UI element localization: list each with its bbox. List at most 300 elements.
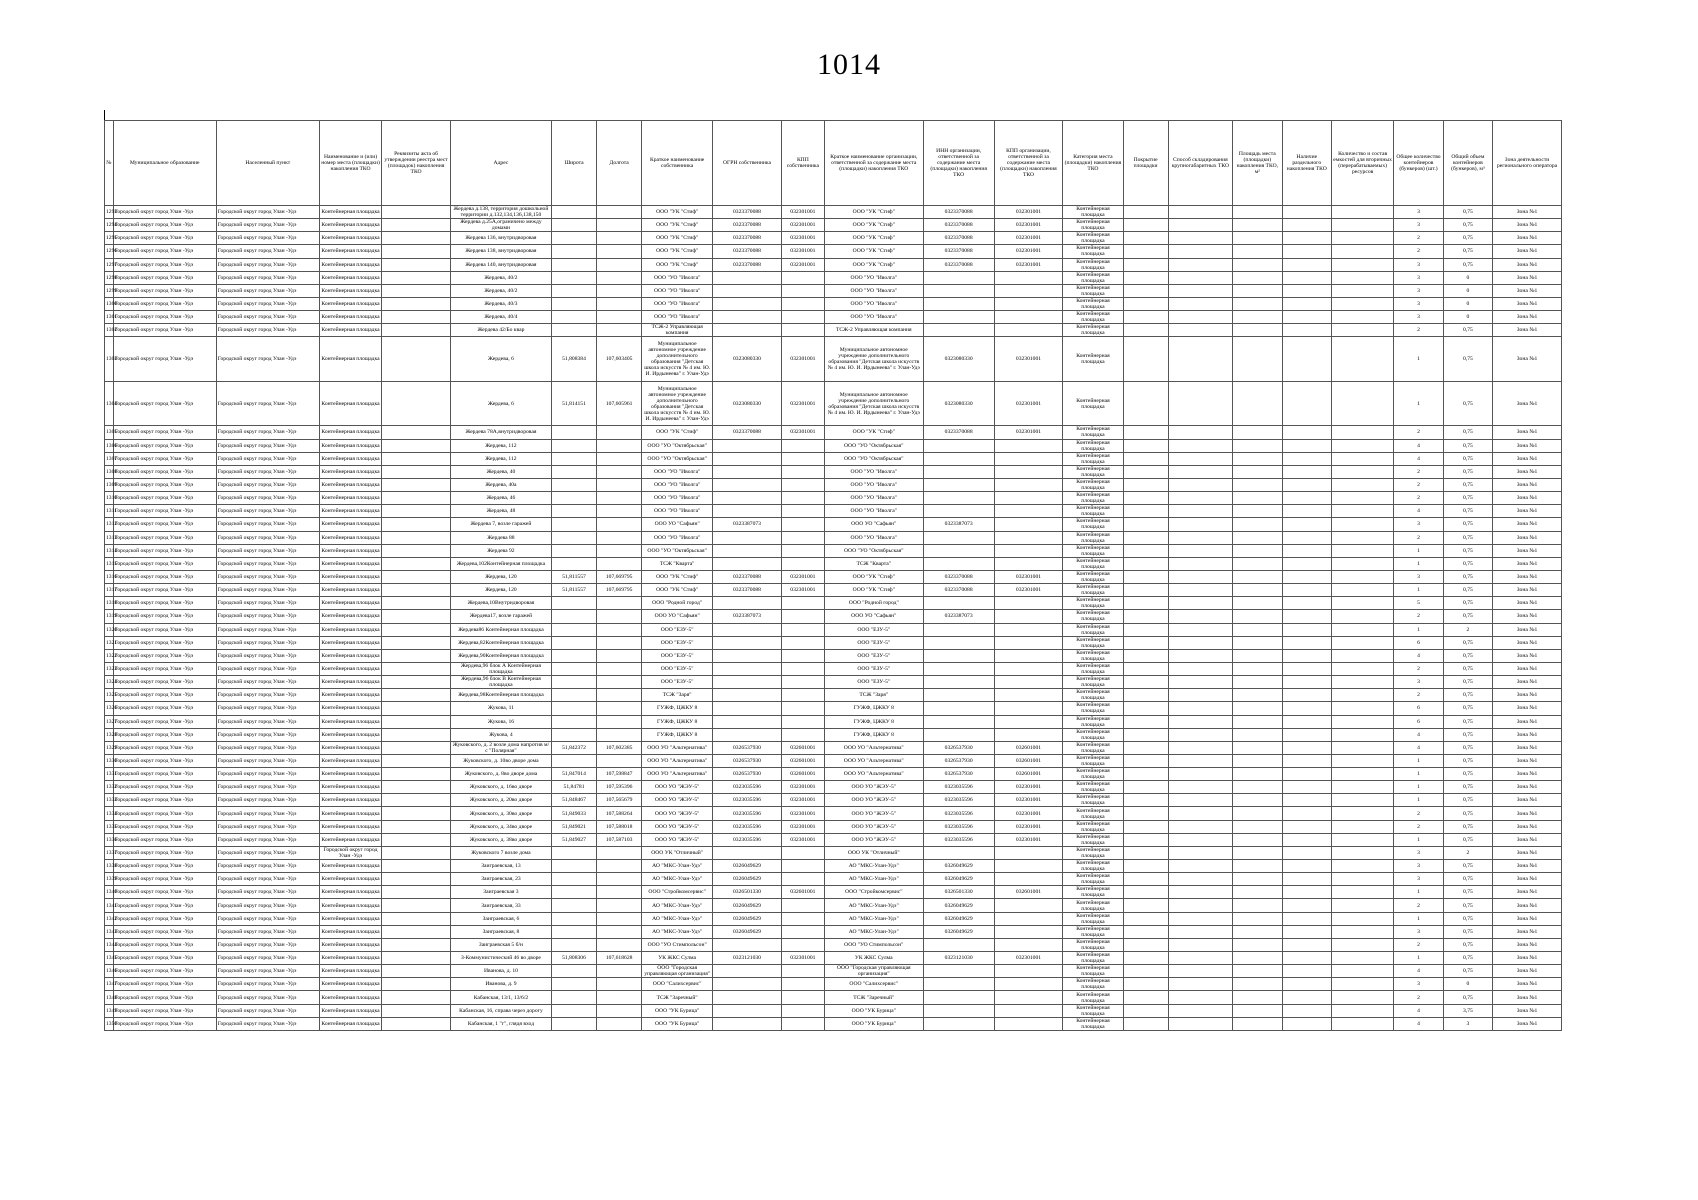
cell-area [1233,1004,1282,1017]
cell-act [382,465,451,478]
cell-okpp [994,544,1063,557]
table-row [105,636,1562,649]
cell-cat: Контейнерная площадка [1063,465,1123,478]
cell-lon [597,728,642,741]
cell-lon [597,505,642,518]
cell-owner: ООО "УО "Октябрьская" [642,439,713,452]
cell-zone: Зона №1 [1493,1017,1562,1030]
cell-area [1233,1017,1282,1030]
cell-owner: ООО "ЕЗУ-5" [642,623,713,636]
cell-act [382,715,451,728]
cell-kgo [1168,381,1232,426]
cell-np: Городской округ город Улан -Удэ [216,518,319,531]
cell-res [1331,452,1393,465]
table-row [105,991,1562,1004]
cell-cnt: 1 [1394,754,1443,767]
cell-np: Городской округ город Улан -Удэ [216,206,319,219]
cell-lat [551,232,596,245]
cell-addr: Жердева 78А,внутридворовая [450,426,551,439]
cell-zone: Зона №1 [1493,952,1562,965]
cell-name: Контейнерная площадка [319,426,381,439]
cell-owner: ООО "УК "Стиф" [642,206,713,219]
cell-kgo [1168,544,1232,557]
cell-lon: 107,618628 [597,952,642,965]
table-row [105,258,1562,271]
cell-res [1331,439,1393,452]
cell-cnt: 1 [1394,794,1443,807]
cell-sep [1282,206,1331,219]
cell-addr: Жердева, 40а [450,478,551,491]
cell-act [382,781,451,794]
cell-sep [1282,807,1331,820]
cell-lon: 107,602385 [597,741,642,754]
cell-cat: Контейнерная площадка [1063,741,1123,754]
cell-okpp [994,715,1063,728]
cell-area [1233,426,1282,439]
cell-addr: Жуковского, д. 30во дворе [450,807,551,820]
cell-act [382,912,451,925]
cell-okpp: 032601001 [994,741,1063,754]
cell-zone: Зона №1 [1493,271,1562,284]
cell-org: ООО "УК "Стиф" [824,245,923,258]
cell-cnt: 4 [1394,741,1443,754]
cell-mo: Городской округ город Улан -Удэ [113,531,216,544]
cell-vol: 0,75 [1443,597,1492,610]
cell-cnt: 3 [1394,311,1443,324]
cell-res [1331,715,1393,728]
cell-sep [1282,381,1331,426]
cell-np: Городской округ город Улан -Удэ [216,557,319,570]
cell-np: Городской округ город Улан -Удэ [216,833,319,846]
cell-mo: Городской округ город Улан -Удэ [113,952,216,965]
cell-owner: ТСЖ "Заречный" [642,991,713,1004]
cell-inn: 0326049629 [923,925,994,938]
cell-mo: Городской округ город Улан -Удэ [113,439,216,452]
cell-kpp [781,978,824,991]
cell-np: Городской округ город Улан -Удэ [216,258,319,271]
cell-n: 1317 [105,584,114,597]
cell-lat [551,311,596,324]
cell-inn [923,439,994,452]
cell-cnt: 3 [1394,219,1443,232]
cell-zone: Зона №1 [1493,623,1562,636]
cell-cover [1123,597,1168,610]
cell-cnt: 1 [1394,337,1443,382]
cell-kgo [1168,258,1232,271]
cell-area [1233,689,1282,702]
column-header: Способ складирования крупногабаритных ТКО [1168,121,1232,206]
cell-act [382,452,451,465]
cell-lat [551,284,596,297]
cell-cover [1123,991,1168,1004]
cell-act [382,245,451,258]
table-row [105,219,1562,232]
cell-sep [1282,544,1331,557]
cell-addr: Жуковского, д. 8во дворе дома [450,768,551,781]
cell-ogrn: 0323035596 [713,833,782,846]
cell-kpp [781,284,824,297]
cell-name: Контейнерная площадка [319,311,381,324]
cell-owner: ООО "УО "Иволга" [642,531,713,544]
cell-owner: ООО "УО "Октябрьская" [642,544,713,557]
cell-addr: Заиграевская, 6 [450,912,551,925]
cell-org: ООО УО "ЖЭУ-5" [824,807,923,820]
cell-sep [1282,623,1331,636]
cell-act [382,860,451,873]
cell-kpp [781,636,824,649]
cell-org: ООО "ЕЗУ-5" [824,623,923,636]
cell-name: Контейнерная площадка [319,728,381,741]
cell-res [1331,728,1393,741]
cell-inn [923,938,994,951]
cell-inn: 0323387073 [923,610,994,623]
table-row [105,623,1562,636]
cell-ogrn [713,531,782,544]
cell-okpp [994,649,1063,662]
cell-kgo [1168,899,1232,912]
cell-area [1233,232,1282,245]
cell-lon [597,965,642,978]
table-row [105,1004,1562,1017]
cell-name: Контейнерная площадка [319,610,381,623]
cell-name: Контейнерная площадка [319,938,381,951]
cell-cover [1123,426,1168,439]
cell-name: Контейнерная площадка [319,820,381,833]
cell-np: Городской округ город Улан -Удэ [216,426,319,439]
cell-inn: 0323370088 [923,258,994,271]
cell-ogrn [713,465,782,478]
cell-name: Контейнерная площадка [319,886,381,899]
cell-zone: Зона №1 [1493,284,1562,297]
cell-res [1331,912,1393,925]
cell-n: 1312 [105,518,114,531]
cell-owner: ООО "УО "Иволга" [642,311,713,324]
cell-owner: ООО "УК "Стиф" [642,232,713,245]
cell-owner: ООО "УК Бурица" [642,1017,713,1030]
cell-okpp [994,1017,1063,1030]
cell-np: Городской округ город Улан -Удэ [216,925,319,938]
cell-addr: Жердева 7, возле гаражей [450,518,551,531]
cell-name: Контейнерная площадка [319,1004,381,1017]
table-row [105,505,1562,518]
cell-lat [551,544,596,557]
cell-lat [551,271,596,284]
cell-act [382,426,451,439]
cell-sep [1282,426,1331,439]
cell-cover [1123,728,1168,741]
cell-zone: Зона №1 [1493,754,1562,767]
cell-kpp: 032601001 [781,768,824,781]
cell-mo: Городской округ город Улан -Удэ [113,206,216,219]
cell-area [1233,728,1282,741]
cell-n: 1333 [105,794,114,807]
cell-mo: Городской округ город Улан -Удэ [113,610,216,623]
cell-kgo [1168,439,1232,452]
cell-sep [1282,952,1331,965]
cell-lon: 107,669795 [597,570,642,583]
cell-okpp [994,991,1063,1004]
cell-res [1331,1004,1393,1017]
cell-n: 1337 [105,846,114,859]
cell-cover [1123,337,1168,382]
cell-zone: Зона №1 [1493,636,1562,649]
cell-name: Контейнерная площадка [319,912,381,925]
table-row [105,965,1562,978]
cell-res [1331,978,1393,991]
cell-np: Городской округ город Улан -Удэ [216,492,319,505]
cell-lon [597,623,642,636]
cell-inn [923,505,994,518]
table-row [105,597,1562,610]
cell-lon [597,426,642,439]
cell-sep [1282,258,1331,271]
cell-act [382,439,451,452]
cell-okpp [994,912,1063,925]
cell-zone: Зона №1 [1493,925,1562,938]
cell-name: Контейнерная площадка [319,557,381,570]
cell-name: Контейнерная площадка [319,219,381,232]
cell-okpp: 032301001 [994,258,1063,271]
cell-vol: 0,75 [1443,965,1492,978]
cell-np: Городской округ город Улан -Удэ [216,965,319,978]
cell-act [382,965,451,978]
cell-okpp: 032301001 [994,381,1063,426]
cell-cnt: 2 [1394,245,1443,258]
cell-org: ООО "ЕЗУ-5" [824,649,923,662]
cell-res [1331,505,1393,518]
cell-vol: 0,75 [1443,649,1492,662]
column-header: № [105,121,114,206]
cell-area [1233,965,1282,978]
cell-n: 1309 [105,478,114,491]
cell-kgo [1168,676,1232,689]
cell-np: Городской округ город Улан -Удэ [216,860,319,873]
cell-org: ООО "Стройкомсервис" [824,886,923,899]
cell-sep [1282,925,1331,938]
cell-sep [1282,728,1331,741]
cell-zone: Зона №1 [1493,584,1562,597]
cell-owner: ООО "Стройкомсервис" [642,886,713,899]
cell-res [1331,636,1393,649]
cell-addr: Жуковского 7 возле дома [450,846,551,859]
cell-org: ООО УО "Сафьян" [824,610,923,623]
table-row [105,794,1562,807]
cell-area [1233,452,1282,465]
table-row [105,297,1562,310]
cell-area [1233,531,1282,544]
cell-addr: Жердева д.25А,ограничено между домами [450,219,551,232]
cell-lat: 51,842372 [551,741,596,754]
cell-mo: Городской округ город Улан -Удэ [113,912,216,925]
cell-area [1233,505,1282,518]
cell-res [1331,662,1393,675]
cell-mo: Городской округ город Улан -Удэ [113,465,216,478]
cell-n: 1335 [105,820,114,833]
cell-lat [551,702,596,715]
cell-cover [1123,245,1168,258]
cell-org: АО "МКС-Улан-Удэ" [824,873,923,886]
cell-kpp [781,492,824,505]
cell-inn [923,1004,994,1017]
cell-area [1233,245,1282,258]
cell-vol: 0,75 [1443,206,1492,219]
cell-owner: ООО "ЕЗУ-5" [642,662,713,675]
cell-mo: Городской округ город Улан -Удэ [113,1004,216,1017]
cell-okpp: 032301001 [994,794,1063,807]
cell-n: 1350 [105,1017,114,1030]
cell-cover [1123,833,1168,846]
cell-name: Контейнерная площадка [319,381,381,426]
cell-vol: 0,75 [1443,531,1492,544]
cell-cover [1123,544,1168,557]
cell-cover [1123,662,1168,675]
cell-act [382,833,451,846]
cell-cat: Контейнерная площадка [1063,232,1123,245]
table-row [105,676,1562,689]
cell-owner: ООО "УО Стимпольсон" [642,938,713,951]
cell-okpp [994,465,1063,478]
cell-addr: Жердева, 120 [450,584,551,597]
cell-lon [597,258,642,271]
cell-lon [597,1004,642,1017]
cell-addr: З-Коммунистический 46 во дворе [450,952,551,965]
cell-inn [923,676,994,689]
cell-lat [551,623,596,636]
cell-mo: Городской округ город Улан -Удэ [113,689,216,702]
cell-kpp: 032601001 [781,886,824,899]
cell-org: ООО УО "ЖЭУ-5" [824,781,923,794]
cell-owner: АО "МКС-Улан-Удэ" [642,873,713,886]
cell-name: Контейнерная площадка [319,245,381,258]
table-row [105,518,1562,531]
cell-zone: Зона №1 [1493,297,1562,310]
column-header: Реквизиты акта об утверждении реестра мест (площадок) накопления ТКО [382,121,451,206]
table-row [105,833,1562,846]
cell-owner: Муниципальное автономное учреждение дополнительного образования "Детская школа искусств № 4 им. Ю. И. Ирдынеева" г. Улан-Удэ [642,381,713,426]
cell-n: 1318 [105,597,114,610]
cell-mo: Городской округ город Улан -Удэ [113,794,216,807]
cell-sep [1282,610,1331,623]
cell-vol: 0,75 [1443,636,1492,649]
cell-lon [597,702,642,715]
cell-mo: Городской округ город Улан -Удэ [113,337,216,382]
cell-mo: Городской округ город Улан -Удэ [113,807,216,820]
cell-area [1233,465,1282,478]
cell-org: ООО "УО "Иволга" [824,465,923,478]
cell-np: Городской округ город Улан -Удэ [216,754,319,767]
cell-vol: 0,75 [1443,232,1492,245]
cell-mo: Городской округ город Улан -Удэ [113,925,216,938]
cell-ogrn [713,676,782,689]
cell-kgo [1168,728,1232,741]
column-header: Адрес [450,121,551,206]
cell-act [382,258,451,271]
cell-ogrn: 0326537930 [713,741,782,754]
cell-mo: Городской округ город Улан -Удэ [113,676,216,689]
cell-zone: Зона №1 [1493,860,1562,873]
cell-name: Контейнерная площадка [319,899,381,912]
cell-name: Контейнерная площадка [319,258,381,271]
cell-kpp [781,478,824,491]
cell-lon [597,636,642,649]
cell-np: Городской округ город Улан -Удэ [216,337,319,382]
cell-np: Городской округ город Улан -Удэ [216,452,319,465]
cell-vol: 3,75 [1443,1004,1492,1017]
cell-sep [1282,297,1331,310]
cell-cat: Контейнерная площадка [1063,570,1123,583]
cell-np: Городской округ город Улан -Удэ [216,820,319,833]
cell-inn: 0323387073 [923,518,994,531]
cell-mo: Городской округ город Улан -Удэ [113,781,216,794]
cell-cat: Контейнерная площадка [1063,311,1123,324]
cell-vol: 0,75 [1443,754,1492,767]
cell-np: Городской округ город Улан -Удэ [216,741,319,754]
cell-kgo [1168,284,1232,297]
cell-kgo [1168,636,1232,649]
cell-ogrn [713,544,782,557]
cell-lat: 51,849021 [551,820,596,833]
cell-org: ООО "УО "Иволга" [824,478,923,491]
cell-inn: 0323035596 [923,781,994,794]
cell-vol: 0,75 [1443,728,1492,741]
cell-vol: 3 [1443,1017,1492,1030]
cell-addr: Жердева, 40/2 [450,284,551,297]
cell-addr: Жердева,10Внутридворовая [450,597,551,610]
column-header: Муниципальное образование [113,121,216,206]
cell-inn: 0323370088 [923,206,994,219]
cell-lat [551,505,596,518]
cell-n: 1303 [105,337,114,382]
cell-act [382,754,451,767]
cell-n: 1329 [105,741,114,754]
cell-vol: 0,75 [1443,715,1492,728]
cell-owner: ООО УО "Сафьян" [642,610,713,623]
cell-lon: 107,587103 [597,833,642,846]
cell-lon [597,597,642,610]
cell-kgo [1168,715,1232,728]
cell-cnt: 2 [1394,531,1443,544]
cell-mo: Городской округ город Улан -Удэ [113,1017,216,1030]
cell-owner: ООО УО "ЖЭУ-5" [642,833,713,846]
cell-np: Городской округ город Улан -Удэ [216,952,319,965]
column-header: КПП собственника [781,121,824,206]
cell-n: 1332 [105,781,114,794]
cell-cnt: 2 [1394,426,1443,439]
cell-zone: Зона №1 [1493,1004,1562,1017]
cell-addr: Заиграевская, 8 [450,925,551,938]
cell-sep [1282,794,1331,807]
cell-res [1331,232,1393,245]
cell-lon [597,899,642,912]
cell-kgo [1168,219,1232,232]
cell-res [1331,846,1393,859]
cell-kpp [781,518,824,531]
cell-org: ООО "УК "Стиф" [824,219,923,232]
cell-area [1233,271,1282,284]
cell-n: 1344 [105,938,114,951]
cell-org: ООО "ЕЗУ-5" [824,662,923,675]
cell-vol: 0,75 [1443,337,1492,382]
cell-area [1233,925,1282,938]
cell-okpp [994,938,1063,951]
cell-name: Контейнерная площадка [319,452,381,465]
cell-cover [1123,886,1168,899]
cell-sep [1282,439,1331,452]
cell-act [382,978,451,991]
cell-okpp: 032301001 [994,337,1063,382]
cell-lat [551,925,596,938]
cell-owner: ООО УО "ЖЭУ-5" [642,820,713,833]
